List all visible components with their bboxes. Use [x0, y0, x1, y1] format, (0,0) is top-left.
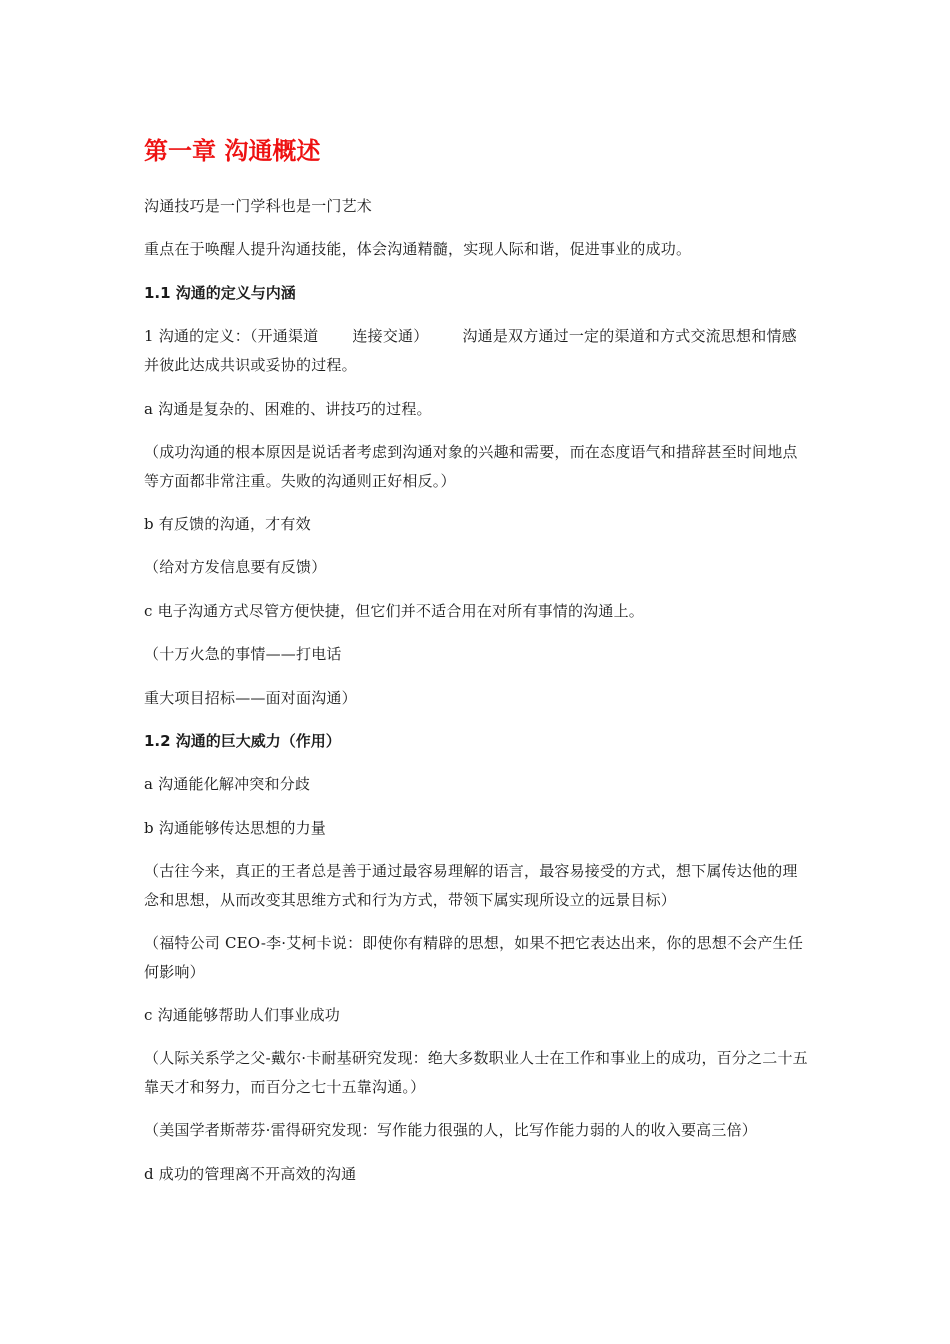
point-1-1-c: c 电子沟通方式尽管方便快捷，但它们并不适合用在对所有事情的沟通上。	[144, 602, 644, 620]
point-1-2-b-note-1: （古往今来，真正的王者总是善于通过最容易理解的语言，最容易接受的方式，想下属传达他的理念和思想，从而改变其思维方式和行为方式，带领下属实现所设立的远景目标）	[144, 862, 798, 909]
point-1-2-d: d 成功的管理离不开高效的沟通	[144, 1165, 357, 1183]
chapter-title: 第一章 沟通概述	[144, 137, 321, 165]
point-1-2-c-note-1: （人际关系学之父-戴尔·卡耐基研究发现：绝大多数职业人士在工作和事业上的成功，百分之二十五靠天才和努力，而百分之七十五靠沟通。）	[144, 1049, 808, 1096]
point-1-2-b: b 沟通能够传达思想的力量	[144, 819, 326, 837]
section-heading-1-2: 1.2 沟通的巨大威力（作用）	[144, 732, 341, 750]
definition-mid: 连接交通）	[352, 327, 429, 345]
definition-rest: 沟通是双方通过一定的渠道和方式交流思想和情感并彼此达成共识或妥协的过程。	[144, 327, 797, 374]
section-heading-1-1: 1.1 沟通的定义与内涵	[144, 284, 296, 302]
point-1-1-c-note-1: （十万火急的事情——打电话	[144, 645, 342, 663]
point-1-1-a: a 沟通是复杂的、困难的、讲技巧的过程。	[144, 400, 432, 418]
point-1-1-c-note-2: 重大项目招标——面对面沟通）	[144, 689, 357, 707]
point-1-2-a: a 沟通能化解冲突和分歧	[144, 775, 311, 793]
point-1-2-c-note-2: （美国学者斯蒂芬·雷得研究发现：写作能力很强的人，比写作能力弱的人的收入要高三倍）	[144, 1121, 757, 1139]
definition-lead: 1 沟通的定义：（开通渠道	[144, 327, 319, 345]
point-1-1-a-note: （成功沟通的根本原因是说话者考虑到沟通对象的兴趣和需要，而在态度语气和措辞甚至时间地点等方面都非常注重。失败的沟通则正好相反。）	[144, 443, 798, 490]
definition-paragraph	[144, 322, 812, 380]
point-1-2-b-note-2: （福特公司 CEO-李·艾柯卡说：即使你有精辟的思想，如果不把它表达出来，你的思想不会产生任何影响）	[144, 934, 804, 981]
point-1-2-c: c 沟通能够帮助人们事业成功	[144, 1006, 340, 1024]
intro-line-2: 重点在于唤醒人提升沟通技能，体会沟通精髓，实现人际和谐，促进事业的成功。	[144, 240, 692, 258]
point-1-1-b-note: （给对方发信息要有反馈）	[144, 558, 327, 576]
intro-line-1: 沟通技巧是一门学科也是一门艺术	[144, 197, 373, 215]
point-1-1-b: b 有反馈的沟通，才有效	[144, 515, 311, 533]
